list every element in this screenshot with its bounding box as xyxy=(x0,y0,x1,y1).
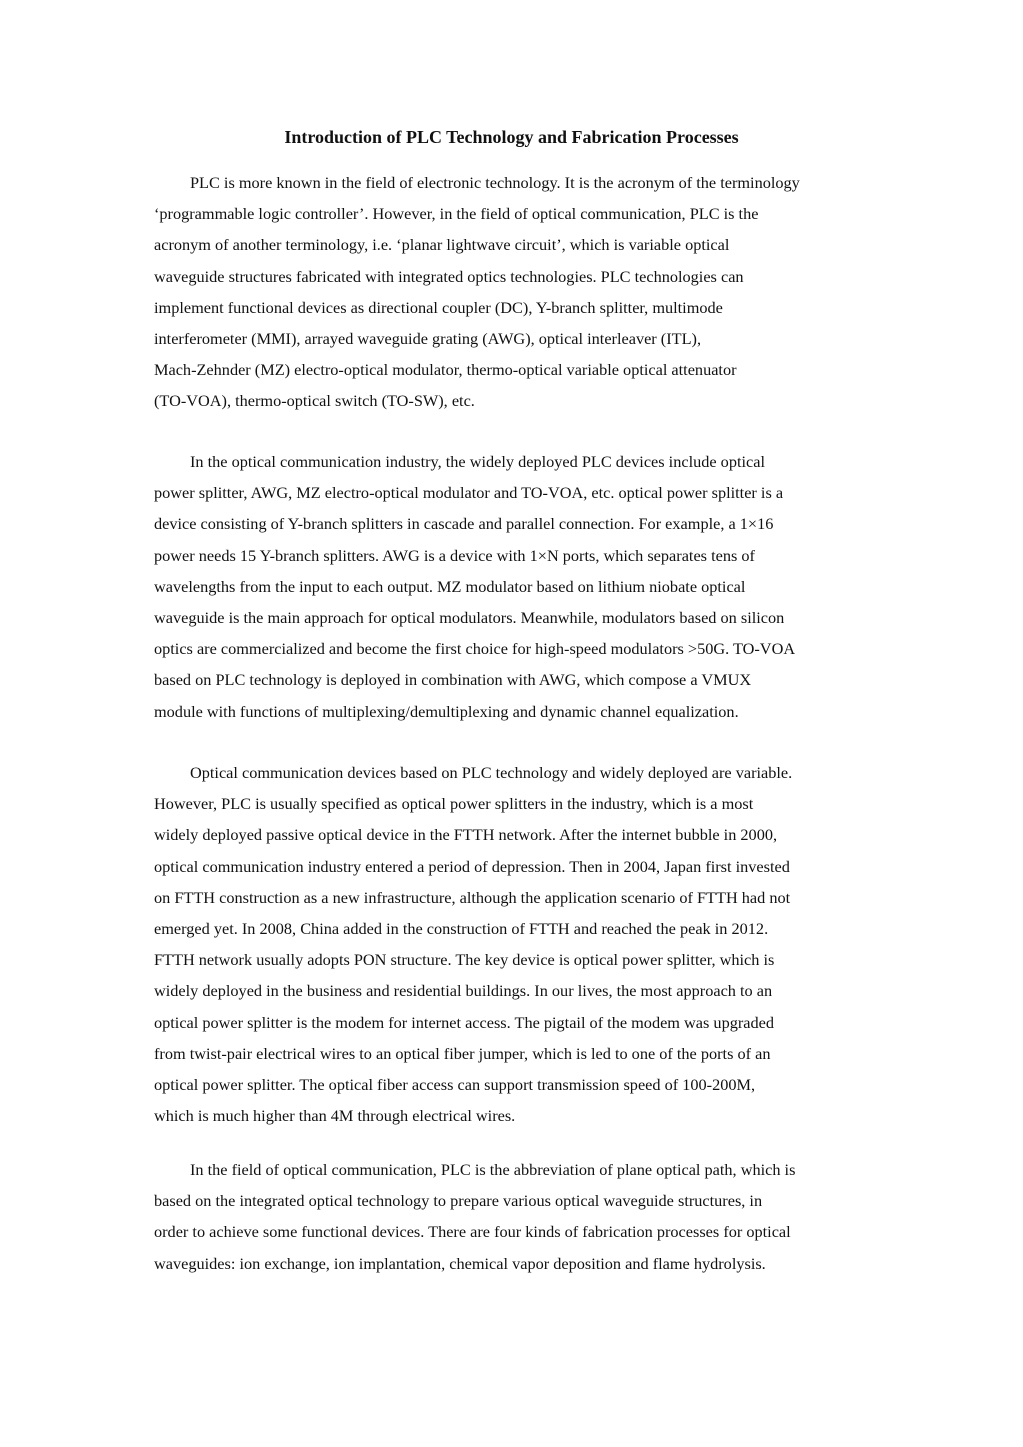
paragraph-3 xyxy=(154,757,872,1131)
text-line: emerged yet. In 2008, China added in the construction of FTTH and reached the peak in 2012. xyxy=(154,919,769,939)
paragraph-4 xyxy=(154,1154,872,1279)
text-line: ‘programmable logic controller’. However, in the field of optical communication, PLC is the xyxy=(154,204,759,224)
text-line: from twist-pair electrical wires to an optical fiber jumper, which is led to one of the ports of an xyxy=(154,1043,771,1063)
text-line: widely deployed in the business and residential buildings. In our lives, the most approach to an xyxy=(154,981,773,1001)
paragraph-1 xyxy=(154,167,872,417)
text-line: Optical communication devices based on PLC technology and widely deployed are variable. xyxy=(190,763,793,782)
text-line: interferometer (MMI), arrayed waveguide grating (AWG), optical interleaver (ITL), xyxy=(154,329,702,349)
text-line: In the field of optical communication, PLC is the abbreviation of plane optical path, which is xyxy=(190,1160,796,1179)
text-line: power splitter, AWG, MZ electro-optical modulator and TO-VOA, etc. optical power splitter is a xyxy=(154,483,784,503)
text-line: on FTTH construction as a new infrastructure, although the application scenario of FTTH had not xyxy=(154,887,791,907)
text-line: order to achieve some functional devices. There are four kinds of fabrication processes for optical xyxy=(154,1222,791,1242)
text-line: based on the integrated optical technology to prepare various optical waveguide structures, in xyxy=(154,1191,763,1211)
document-title: Introduction of PLC Technology and Fabrication Processes xyxy=(284,127,739,147)
text-line: waveguide is the main approach for optical modulators. Meanwhile, modulators based on silicon xyxy=(154,608,785,628)
text-line: optical power splitter. The optical fiber access can support transmission speed of 100-200M, xyxy=(154,1075,756,1095)
text-line: which is much higher than 4M through electrical wires. xyxy=(154,1106,516,1126)
text-line: wavelengths from the input to each output. MZ modulator based on lithium niobate optical xyxy=(154,576,746,596)
text-line: optical power splitter is the modem for internet access. The pigtail of the modem was upgraded xyxy=(154,1012,775,1032)
text-line: waveguides: ion exchange, ion implantation, chemical vapor deposition and flame hydrolysis. xyxy=(154,1253,766,1273)
text-line: module with functions of multiplexing/demultiplexing and dynamic channel equalization. xyxy=(154,701,739,721)
paragraph-2 xyxy=(154,446,872,727)
text-line: power needs 15 Y-branch splitters. AWG is a device with 1×N ports, which separates tens of xyxy=(154,545,755,565)
text-line: waveguide structures fabricated with integrated optics technologies. PLC technologies can xyxy=(154,266,744,286)
text-line: PLC is more known in the field of electronic technology. It is the acronym of the terminology xyxy=(190,173,800,192)
text-line: based on PLC technology is deployed in combination with AWG, which compose a VMUX xyxy=(154,670,752,690)
text-line: FTTH network usually adopts PON structure. The key device is optical power splitter, which is xyxy=(154,950,775,970)
text-line: However, PLC is usually specified as optical power splitters in the industry, which is a most xyxy=(154,794,754,814)
text-line: acronym of another terminology, i.e. ‘planar lightwave circuit’, which is variable optical xyxy=(154,235,730,255)
text-line: In the optical communication industry, the widely deployed PLC devices include optical xyxy=(190,452,765,471)
text-line: optical communication industry entered a period of depression. Then in 2004, Japan first invested xyxy=(154,856,790,876)
text-line: widely deployed passive optical device in the FTTH network. After the internet bubble in 2000, xyxy=(154,825,778,845)
text-line: optics are commercialized and become the first choice for high-speed modulators >50G. TO-VOA xyxy=(154,639,796,659)
text-line: implement functional devices as directional coupler (DC), Y-branch splitter, multimode xyxy=(154,297,723,317)
text-line: (TO-VOA), thermo-optical switch (TO-SW), etc. xyxy=(154,391,475,411)
text-line: Mach-Zehnder (MZ) electro-optical modulator, thermo-optical variable optical attenuator xyxy=(154,360,737,380)
text-line: device consisting of Y-branch splitters in cascade and parallel connection. For example, a 1×16 xyxy=(154,514,774,534)
